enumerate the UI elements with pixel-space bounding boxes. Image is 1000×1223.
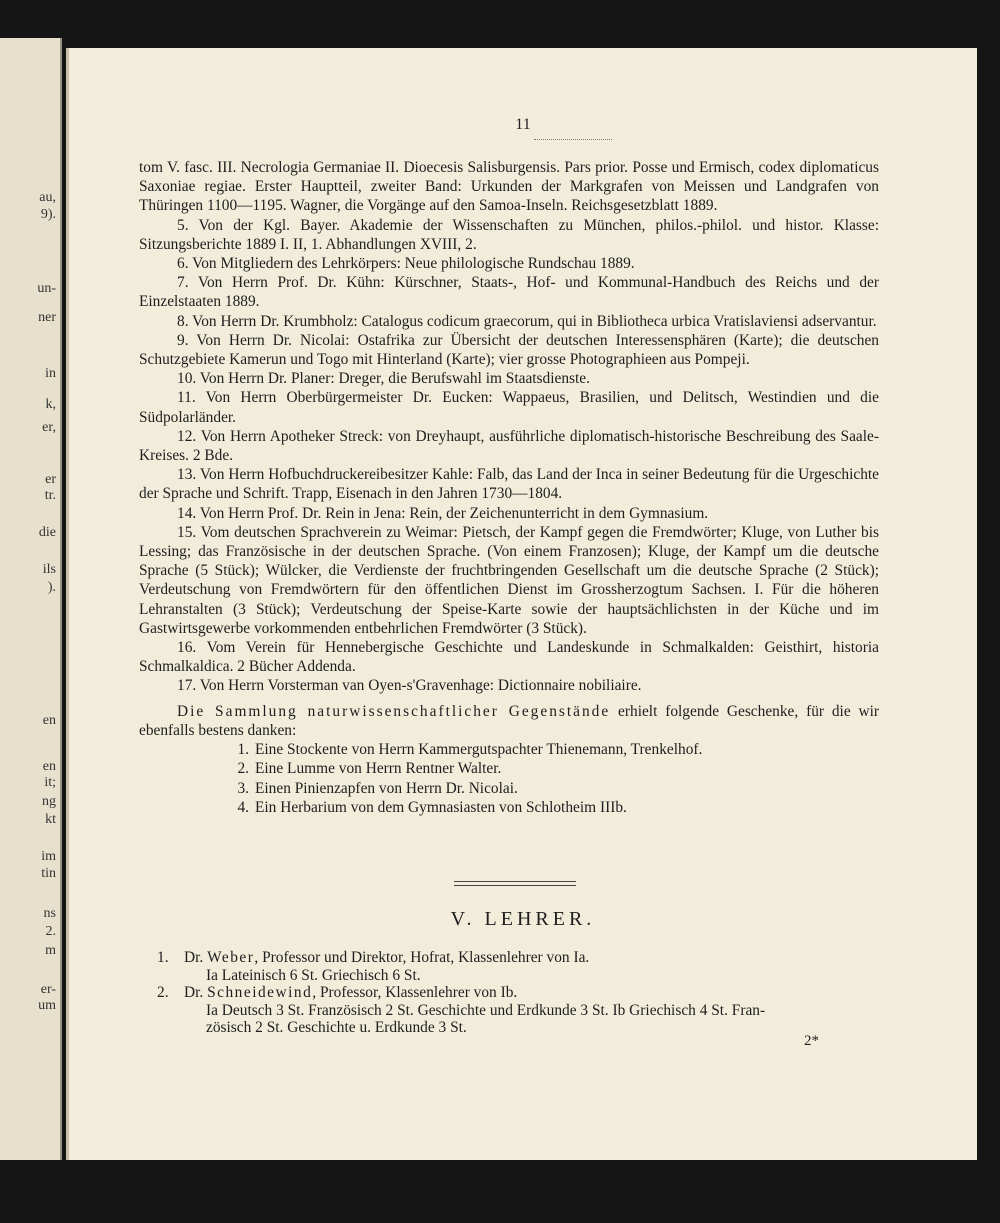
margin-fragment: im [41,849,56,864]
library-gifts-text [139,158,879,817]
margin-fragment: um [38,998,56,1013]
facing-page-edge [0,38,62,1160]
margin-fragment: ils [42,562,56,577]
teachers-list [157,949,882,1037]
teacher-role: , Professor und Direktor, Hofrat, Klassenlehrer von Ia. [254,949,590,966]
collection-intro-rest: erhielt folgende Geschenke, für die wir ebenfalls bestens danken: [139,702,880,739]
gift-text: Ein Herbarium von dem Gymnasiasten von Schlotheim IIIb. [255,798,627,816]
gift-entry: 13. Von Herrn Hofbuchdruckereibesitzer Kahle: Falb, das Land der Inca in seiner Bedeutung für die Urgeschichte der Sprache und Schrift. Trapp, Eisenach in den Jahren 1730—1804. [139,466,879,503]
teacher-title: Dr. [184,949,208,966]
margin-fragment: er- [40,982,56,997]
margin-fragment: it; [44,775,56,790]
gift-item [227,779,879,798]
gift-number: 4. [237,798,249,816]
gift-text: Eine Lumme von Herrn Rentner Walter. [255,760,502,778]
margin-fragment: die [38,525,56,540]
gift-item [227,740,879,759]
margin-fragment: un- [37,281,56,296]
teacher-name: Schneidewind [207,984,313,1001]
margin-fragment: in [45,366,56,381]
teacher-entry [157,984,882,1037]
margin-fragment: er, [42,420,56,435]
gift-entry: 16. Vom Verein für Hennebergische Geschichte und Landeskunde in Schmalkalden: Geisthirt, historia Schmalkaldica. 2 Bücher Addenda. [139,639,879,676]
margin-fragment: au, [39,190,56,205]
teacher-title: Dr. [184,984,208,1001]
margin-fragment: ng [42,794,56,809]
teacher-number: 2. [157,984,169,1001]
section-divider [454,881,576,886]
gift-entries-list [139,216,879,696]
gift-text: Eine Stockente von Herrn Kammergutspachter Thienemann, Trenkelhof. [255,741,703,759]
gift-entry: 5. Von der Kgl. Bayer. Akademie der Wissenschaften zu München, philos.-philol. und histor. Klasse: Sitzungsberichte 1889 I. II, 1. Abhandlungen XVIII, 2. [139,216,879,253]
collection-intro [139,702,879,740]
document-page [66,48,977,1160]
margin-fragment: ner [38,310,56,325]
teacher-line-1 [184,949,882,967]
gift-text: Einen Pinienzapfen von Herrn Dr. Nicolai. [255,779,518,797]
margin-fragment: en [42,713,56,728]
gift-entry: 12. Von Herrn Apotheker Streck: von Dreyhaupt, ausführliche diplomatisch-historische Beschreibung des Saale-Kreises. 2 Bde. [139,427,879,465]
teacher-subjects: Ia Lateinisch 6 St. Griechisch 6 St. [206,966,421,984]
margin-fragment: 9). [40,207,56,222]
gift-entry: 6. Von Mitgliedern des Lehrkörpers: Neue philologische Rundschau 1889. [177,255,635,273]
signature-mark: 2* [804,1033,819,1049]
teacher-subjects: Ia Deutsch 3 St. Französisch 2 St. Geschichte und Erdkunde 3 St. Ib Griechisch 4 St. Fran- [206,1001,766,1019]
gift-entry: 7. Von Herrn Prof. Dr. Kühn: Kürschner, Staats-, Hof- und Kommunal-Handbuch des Reichs und der Einzelstaaten 1889. [139,274,879,311]
margin-fragment: tr. [44,488,56,503]
margin-fragment: en [42,759,56,774]
gift-entry: 14. Von Herrn Prof. Dr. Rein in Jena: Rein, der Zeichenunterricht in dem Gymnasium. [177,504,709,522]
gift-number: 2. [237,760,249,778]
margin-fragment: er [45,472,56,487]
gift-entry: 15. Vom deutschen Sprachverein zu Weimar: Pietsch, der Kampf gegen die Fremdwörter; Kluge, von Luther bis Lessing; das Französische in der deutschen Sprache. (Von einem Franzosen); Kluge, der Kampf um die deutsche Sprache (5 Stück); Wülcker, die Verdienste der fruchtbringenden Gesellschaft um die deutsche Sprache (2 Stück); Verdeutschung von Fremdwörtern für den öffentlichen Dienst im Grossherzogtum Sachsen. I. Für die höheren Lehranstalten (3 Stück); Verdeutschung der Speise-Karte sowie der hauptsächlichsten in der Küche und im Gastwirtsgewerbe vorkommenden entbehrlichen Fremdwörter (3 Stück). [139,523,879,637]
teacher-line-1 [184,984,882,1002]
section-heading: V. LEHRER. [450,908,596,930]
teacher-subjects-cont: zösisch 2 St. Geschichte u. Erdkunde 3 St. [206,1019,467,1036]
gift-item [227,798,879,817]
collection-intro-spaced: Die Sammlung naturwissenschaftlicher Gegenstände [177,702,611,720]
gift-entry: 10. Von Herrn Dr. Planer: Dreger, die Berufswahl im Staatsdienste. [177,370,590,388]
teacher-number: 1. [157,949,169,966]
margin-fragment: 2. [45,924,56,939]
page-number-rule [534,136,612,140]
gift-entry: 9. Von Herrn Dr. Nicolai: Ostafrika zur Übersicht der deutschen Interessensphären (Karte); die deutschen Schutzgebiete Kamerun und Togo mit Hinterland (Karte); vier grosse Photographieen aus Pompeji. [139,331,879,369]
gift-entry: 8. Von Herrn Dr. Krumbholz: Catalogus codicum graecorum, qui in Bibliotheca urbica Vratislaviensi adservantur. [177,312,877,330]
teacher-entry [157,949,882,984]
margin-fragment: m [45,943,56,958]
margin-fragment: tin [41,866,56,881]
gift-entry: 11. Von Herrn Oberbürgermeister Dr. Eucken: Wappaeus, Brasilien, und Delitsch, Westindien und die Südpolarländer. [139,389,879,426]
margin-fragment: kt [45,812,56,827]
gift-entry: 17. Von Herrn Vorsterman van Oyen-s'Gravenhage: Dictionnaire nobiliaire. [177,677,642,695]
continuation-paragraph: tom V. fasc. III. Necrologia Germaniae II. Dioecesis Salisburgensis. Pars prior. Posse und Ermisch, codex diplomaticus Saxoniae regiae. Erster Hauptteil, zweiter Band: Urkunden der Markgrafen von Meissen und Landgrafen von Thüringen 1100—1195. Wagner, die Vorgänge auf den Samoa-Inseln. Reichsgesetzblatt 1889. [139,159,879,215]
teacher-name: Weber [207,949,255,966]
natural-science-gifts-list [139,740,879,817]
gift-number: 3. [237,779,249,797]
gift-item [227,759,879,778]
teacher-role: , Professor, Klassenlehrer von Ib. [312,984,518,1001]
gift-number: 1. [237,741,249,759]
margin-fragment: ). [47,580,56,595]
page-number: 11 [515,116,531,133]
margin-fragment: k, [45,397,56,412]
margin-fragment: ns [43,906,56,921]
